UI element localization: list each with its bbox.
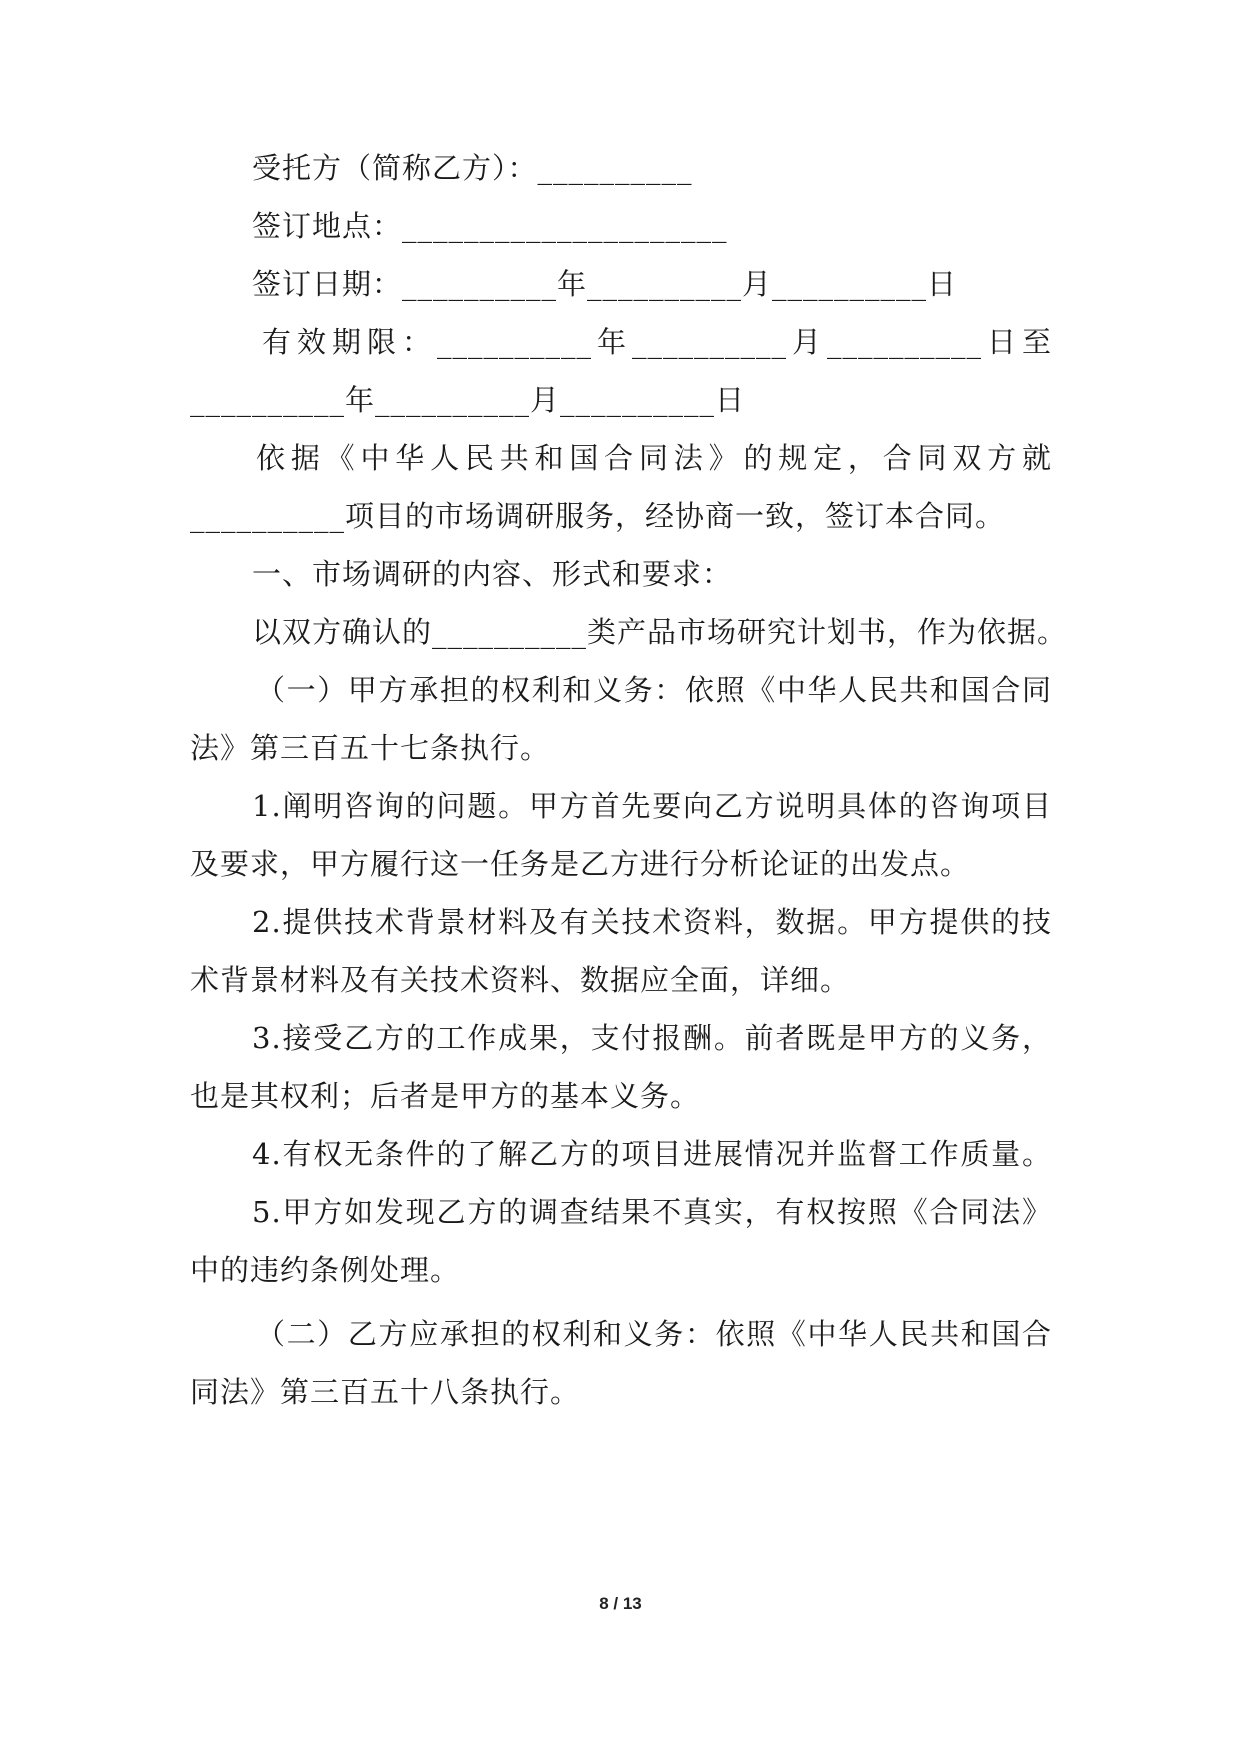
- text-line-validity-period-end: __________年__________月__________日: [190, 383, 746, 417]
- text-line-basis-cont: __________项目的市场调研服务，经协商一致，签订本合同。: [190, 499, 1006, 533]
- list-item-3: 3.接受乙方的工作成果，支付报酬。前者既是甲方的义务，: [252, 1021, 1052, 1055]
- subsection-heading-party-a: （一）甲方承担的权利和义务：依照《中华人民共和国合同: [256, 673, 1052, 707]
- page-number: 8 / 13: [599, 1594, 642, 1613]
- text-line-entrusted-party: 受托方（简称乙方）：__________: [252, 151, 693, 185]
- text-line-validity-period: 有效期限：__________年__________月__________日至: [262, 325, 1052, 359]
- list-item-1: 1.阐明咨询的问题。甲方首先要向乙方说明具体的咨询项目: [252, 789, 1052, 823]
- list-item-1-cont: 及要求，甲方履行这一任务是乙方进行分析论证的出发点。: [190, 847, 971, 881]
- text-line-basis: 依据《中华人民共和国合同法》的规定，合同双方就: [256, 441, 1052, 475]
- list-item-4: 4.有权无条件的了解乙方的项目进展情况并监督工作质量。: [252, 1137, 1052, 1171]
- text-line-signing-date: 签订日期：__________年__________月__________日: [252, 267, 958, 301]
- list-item-2-cont: 术背景材料及有关技术资料、数据应全面，详细。: [190, 963, 851, 997]
- list-item-5: 5.甲方如发现乙方的调查结果不真实，有权按照《合同法》: [252, 1195, 1052, 1229]
- section-heading-1: 一、市场调研的内容、形式和要求：: [252, 557, 733, 591]
- list-item-2: 2.提供技术背景材料及有关技术资料，数据。甲方提供的技: [252, 905, 1052, 939]
- list-item-3-cont: 也是其权利；后者是甲方的基本义务。: [190, 1079, 701, 1113]
- list-item-5-cont: 中的违约条例处理。: [190, 1253, 461, 1287]
- subsection-heading-party-b-cont: 同法》第三百五十八条执行。: [190, 1375, 581, 1409]
- subsection-heading-party-b: （二）乙方应承担的权利和义务：依照《中华人民共和国合: [256, 1317, 1052, 1351]
- text-line-plan-basis: 以双方确认的__________类产品市场研究计划书，作为依据。: [252, 615, 1068, 649]
- subsection-heading-party-a-cont: 法》第三百五十七条执行。: [190, 731, 551, 765]
- text-line-signing-place: 签订地点：_____________________: [252, 209, 728, 243]
